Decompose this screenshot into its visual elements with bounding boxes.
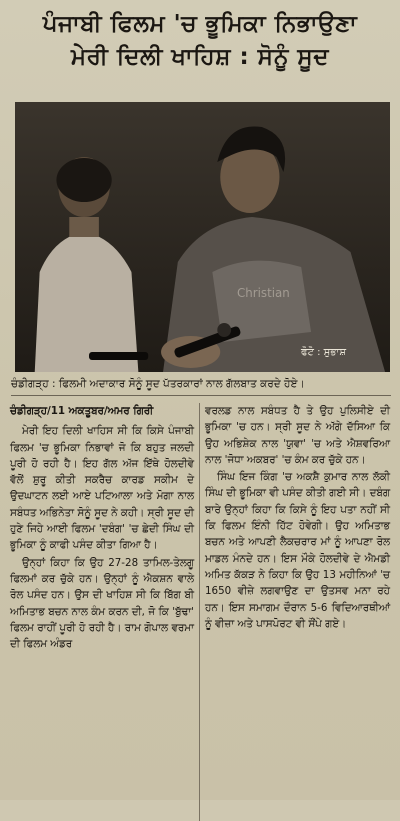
press-photo-image bbox=[15, 102, 390, 372]
photo-caption: ਚੰਡੀਗੜ੍ਹ : ਫਿਲਮੀ ਅਦਾਕਾਰ ਸੋਨੂੰ ਸੂਦ ਪੱਤਰਕਾਰਾਂ ਨਾਲ ਗੱਲਬਾਤ ਕਰਦੇ ਹੋਏ। bbox=[11, 376, 391, 396]
headline-line-1: ਪੰਜਾਬੀ ਫਿਲਮ 'ਚ ਭੂਮਿਕਾ ਨਿਭਾਉਣਾ bbox=[42, 11, 358, 37]
article-column-right bbox=[200, 403, 395, 821]
article-paragraph: ਸਿੰਘ ਇਜ ਕਿੰਗ 'ਚ ਅਕਸ਼ੈ ਕੁਮਾਰ ਨਾਲ ਲੱਕੀ ਸਿੰਘ ਦੀ ਭੂਮਿਕਾ ਵੀ ਪਸੰਦ ਕੀਤੀ ਗਈ ਸੀ। ਦਬੰਗ ਬਾਰੇ ਉਨ੍ਹਾਂ ਕਿਹਾ ਕਿ ਕਿਸੇ ਨੂੰ ਇਹ ਪਤਾ ਨਹੀਂ ਸੀ ਕਿ ਫਿਲਮ ਇੰਨੀ ਹਿੱਟ ਹੋਵੇਗੀ। ਉਹ ਅਮਿਤਾਭ ਬਚਨ ਅਤੇ ਆਪਣੀ ਲੈਕਚਰਾਰ ਮਾਂ ਨੂੰ ਆਪਣਾ ਰੋਲ ਮਾਡਲ ਮੰਨਦੇ ਹਨ। ਇਸ ਮੌਕੇ ਹੋਲਦੀਵੇ ਦੇ ਐਮਡੀ ਅਮਿਤ ਕੱਕੜ ਨੇ ਕਿਹਾ ਕਿ ਉਹ 13 ਮਹੀਨਿਆਂ 'ਚ 1650 ਵੀਜ਼ੇ ਲਗਵਾਉਣ ਦਾ ਉਤਸਵ ਮਨਾ ਰਹੇ ਹਨ। ਇਸ ਸਮਾਗਮ ਦੌਰਾਨ 5-6 ਵਿਦਿਆਰਥੀਆਂ ਨੂੰ ਵੀਜ਼ਾ ਅਤੇ ਪਾਸਪੋਰਟ ਵੀ ਸੌਂਪੇ ਗਏ। bbox=[205, 471, 390, 630]
svg-text:Christian: Christian bbox=[237, 285, 290, 301]
headline bbox=[5, 0, 395, 86]
article-column-left bbox=[5, 403, 200, 821]
article-paragraph: ਵਰਲਡ ਨਾਲ ਸਬੰਧਤ ਹੈ ਤੇ ਉਹ ਪੁਲਿਸੀਏ ਦੀ ਭੂਮਿਕਾ 'ਚ ਹਨ। ਸ੍ਰੀ ਸੂਦ ਨੇ ਅੱਗੇ ਦੱਸਿਆ ਕਿ ਉਹ ਅਭਿਸ਼ੇਕ ਨਾਲ 'ਯੁਵਾ' 'ਚ ਅਤੇ ਐਸ਼ਵਰਿਆ ਨਾਲ 'ਜੋਧਾ ਅਕਬਰ' 'ਚ ਕੰਮ ਕਰ ਚੁੱਕੇ ਹਨ। bbox=[205, 405, 390, 466]
article-paragraph: ਮੇਰੀ ਇਹ ਦਿਲੀ ਖਾਹਿਸ ਸੀ ਕਿ ਕਿਸੇ ਪੰਜਾਬੀ ਫਿਲਮ 'ਚ ਭੂਮਿਕਾ ਨਿਭਾਵਾਂ ਜੋ ਕਿ ਬਹੁਤ ਜਲਦੀ ਪੂਰੀ ਹੋ ਰਹੀ ਹੈ। ਇਹ ਗੱਲ ਅੱਜ ਇੱਥੇ ਹੋਲਦੀਵੇ ਵੱਲੋਂ ਸ਼ੁਰੂ ਕੀਤੀ ਸਕਰੈਚ ਕਾਰਡ ਸਕੀਮ ਦੇ ਉਦਘਾਟਨ ਲਈ ਆਏ ਪਟਿਆਲਾ ਅਤੇ ਮੋਗਾ ਨਾਲ ਸਬੰਧਤ ਅਭਿਨੇਤਾ ਸੋਨੂੰ ਸੂਦ ਨੇ ਕਹੀ। ਸ੍ਰੀ ਸੂਦ ਦੀ ਹੁਣੇ ਜਿਹੇ ਆਈ ਫਿਲਮ 'ਦਬੰਗ' 'ਚ ਛੇਦੀ ਸਿੰਘ ਦੀ ਭੂਮਿਕਾ ਨੂੰ ਕਾਫੀ ਪਸੰਦ ਕੀਤਾ ਗਿਆ ਹੈ। bbox=[10, 425, 194, 552]
article-body bbox=[5, 403, 395, 821]
headline-line-2: ਮੇਰੀ ਦਿਲੀ ਖਾਹਿਸ਼ : ਸੋਨੂੰ ਸੂਦ bbox=[71, 44, 329, 70]
article-paragraph: ਉਨ੍ਹਾਂ ਕਿਹਾ ਕਿ ਉਹ 27-28 ਤਾਮਿਲ-ਤੇਲਗੂ ਫਿਲਮਾਂ ਕਰ ਚੁੱਕੇ ਹਨ। ਉਨ੍ਹਾਂ ਨੂੰ ਐਕਸ਼ਨ ਵਾਲੇ ਰੋਲ ਪਸੰਦ ਹਨ। ਉਸ ਦੀ ਖਾਹਿਸ਼ ਸੀ ਕਿ ਬਿੱਗ ਬੀ ਅਮਿਤਾਭ ਬਚਨ ਨਾਲ ਕੰਮ ਕਰਨ ਦੀ, ਜੋ ਕਿ 'ਬੁੱਢਾ' ਫਿਲਮ ਰਾਹੀਂ ਪੂਰੀ ਹੋ ਰਹੀ ਹੈ। ਰਾਮ ਗੋਪਾਲ ਵਰਮਾ ਦੀ ਫਿਲਮ ਅੰਡਰ bbox=[10, 556, 194, 651]
press-photo bbox=[15, 102, 390, 372]
dateline: ਚੰਡੀਗੜ੍ਹ/11 ਅਕਤੂਬਰ/ਅਮਰ ਗਿਰੀ bbox=[10, 405, 154, 417]
photo-credit: ਫੋਟੋ : ਸੁਭਾਸ਼ bbox=[301, 347, 346, 358]
